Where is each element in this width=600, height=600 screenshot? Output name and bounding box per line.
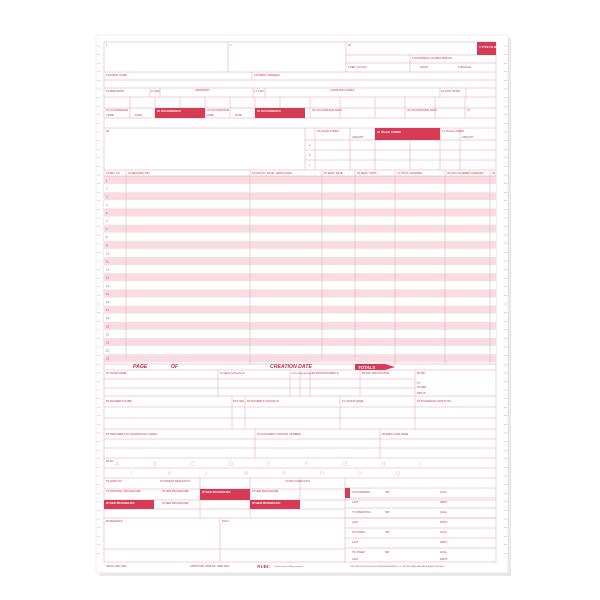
dx-letter: F <box>305 462 309 468</box>
service-line-row[interactable] <box>104 354 496 362</box>
fl36-label: 36 OCCURRENCE SPAN <box>407 109 437 112</box>
service-line-row[interactable] <box>104 281 496 289</box>
attending-marker <box>345 488 350 498</box>
fl65-label: 65 EMPLOYER NAME <box>382 433 409 436</box>
service-line-number: 13 <box>106 276 109 280</box>
service-line-number: 19 <box>106 325 109 329</box>
fl10-label: 10 BIRTHDATE <box>106 90 125 93</box>
form-id: UB-04 CMS-1450 <box>106 565 127 568</box>
other-procedure-label-5: OTHER PROCEDURE <box>162 502 189 505</box>
fl1-label: 1 <box>106 44 108 47</box>
service-line-row[interactable] <box>104 338 496 346</box>
fl74-label: 74 PRINCIPAL PROCEDURE <box>106 490 141 493</box>
fl77-label: 77 OPERATING <box>352 511 371 514</box>
omb-number: APPROVED OMB NO. 0938-0997 <box>190 565 230 568</box>
service-line-row[interactable] <box>104 257 496 265</box>
dx-letter: J <box>130 471 133 477</box>
dx-letter: H <box>381 462 386 468</box>
service-line-row[interactable] <box>104 208 496 216</box>
service-line-number: 18 <box>106 317 109 321</box>
service-line-row[interactable] <box>104 273 496 281</box>
dx-letter: Q <box>396 471 400 477</box>
service-line-row[interactable] <box>104 241 496 249</box>
dx-letter: O <box>320 471 324 477</box>
dx-letter: L <box>206 471 209 477</box>
dx-letter: D <box>229 462 234 468</box>
dx-letter: K <box>168 471 172 477</box>
dx-letter: A <box>115 462 120 468</box>
fl32-label: 32 OCCURRENCE <box>157 109 181 113</box>
fl72-label: 72 ECI <box>302 480 310 483</box>
fl35-label: 35 OCCURRENCE SPAN <box>312 109 342 112</box>
service-line-row[interactable] <box>104 249 496 257</box>
fl11-label: 11 SEX <box>151 90 160 93</box>
service-line-row[interactable] <box>104 322 496 330</box>
value-row-a-label: a <box>309 144 311 147</box>
service-line-number: 5 <box>106 211 108 215</box>
fl69-label: 69 ADMIT DX <box>106 480 122 483</box>
page-label: PAGE <box>133 364 148 370</box>
fl4-label: 4 TYPE OF BILL <box>479 45 501 49</box>
fl53-label: 53 ASG BEN <box>301 373 313 375</box>
service-line-number: 8 <box>106 236 108 240</box>
dx-letter: C <box>191 462 196 468</box>
serv-units-header: 46 SERV. UNITS <box>357 172 377 175</box>
qual-label-2: QUAL <box>440 511 448 514</box>
service-line-number: 21 <box>106 341 109 345</box>
fl80-label: 80 REMARKS <box>106 520 123 523</box>
dx-letter: N <box>282 471 286 477</box>
service-line-number: 16 <box>106 301 109 304</box>
service-line-number: 3 <box>106 195 108 199</box>
of-label: OF <box>171 364 179 370</box>
fl62-label: 62 INSURANCE GROUP NO. <box>417 400 452 403</box>
other-label: OTHER <box>417 386 427 389</box>
service-line-row[interactable] <box>104 233 496 241</box>
fl60-label: 60 INSURED'S UNIQUE ID <box>247 400 279 403</box>
other-procedure-label-2: OTHER PROCEDURE <box>202 490 231 494</box>
service-line-bands <box>104 176 496 362</box>
fl49-header: 49 <box>492 172 495 175</box>
last-label-3: LAST <box>352 541 359 544</box>
fl38-label: 38 <box>106 130 109 133</box>
qual-label-4: QUAL <box>440 551 448 554</box>
fl9-label: 9 PATIENT ADDRESS <box>254 74 280 77</box>
fl52-label: 52 REL INFO <box>291 373 303 375</box>
fl66-label: 66 DX <box>106 460 114 463</box>
service-line-row[interactable] <box>104 200 496 208</box>
service-line-number: 7 <box>106 228 108 232</box>
value-row-b-label: b <box>309 154 311 157</box>
service-line-row[interactable] <box>104 176 496 184</box>
fl56-label: 56 NPI <box>417 372 425 375</box>
rev-cd-header: 42 REV. CD. <box>106 172 121 175</box>
dx-letter: E <box>267 462 272 468</box>
service-line-number: 20 <box>106 333 109 337</box>
first-label-3: FIRST <box>440 541 448 544</box>
service-line-number: 12 <box>106 268 109 272</box>
non-covered-header: 48 NON-COVERED CHARGES <box>447 172 484 175</box>
service-line-row[interactable] <box>104 225 496 233</box>
from-label: FROM <box>420 66 428 69</box>
fl71-label: 71 PPS CODE <box>285 480 303 483</box>
service-line-number: 2 <box>106 187 108 191</box>
service-line-number: 4 <box>106 203 108 207</box>
fl55-label: 55 EST. AMOUNT DUE <box>362 372 390 375</box>
fl2-label: 2 <box>230 44 232 47</box>
npi-label-2: NPI <box>385 511 390 514</box>
dx-letter: M <box>244 471 249 477</box>
fl50-label: 50 PAYER NAME <box>106 372 127 375</box>
fl81-label: 81CC <box>222 520 229 523</box>
total-charges-header: 47 TOTAL CHARGES <box>397 172 423 175</box>
service-line-row[interactable] <box>104 289 496 297</box>
fl64-label: 64 DOCUMENT CONTROL NUMBER <box>257 433 301 436</box>
service-line-number: 23 <box>106 357 109 361</box>
code-label-1: CODE <box>106 114 114 117</box>
last-label-4: LAST <box>352 558 359 561</box>
description-header: 43 DESCRIPTION <box>128 172 150 175</box>
certification-text: THE CERTIFICATIONS ON THE REVERSE APPLY TO THIS BILL AND ARE MADE A PART HEREOF. <box>350 566 445 568</box>
first-label-1: FIRST <box>440 501 448 504</box>
service-line-number: 17 <box>106 309 109 313</box>
service-line-row[interactable] <box>104 184 496 192</box>
first-label-4: FIRST <box>440 558 448 561</box>
serv-date-header: 45 SERV. DATE <box>324 172 343 175</box>
service-line-row[interactable] <box>104 330 496 338</box>
fl57-label: 57 <box>417 382 420 385</box>
nubc-logo: NUBC <box>257 564 271 569</box>
admission-label: ADMISSION <box>195 89 210 92</box>
last-label-2: LAST <box>352 521 359 524</box>
fl34-label: 34 OCCURRENCE <box>257 109 281 113</box>
qual-label-3: QUAL <box>440 531 448 534</box>
fl37-label: 37 <box>467 109 470 112</box>
dx-letter: G <box>343 462 348 468</box>
service-line-number: 14 <box>106 284 109 288</box>
npi-label-4: NPI <box>385 551 390 554</box>
fl59-label: 59 P. REL <box>233 400 245 403</box>
service-line-row[interactable] <box>104 314 496 322</box>
date-label-1: DATE <box>135 114 142 117</box>
other-procedure-label-1: OTHER PROCEDURE <box>162 490 189 493</box>
fl70-label: 70 PATIENT REASON DX <box>160 480 191 483</box>
npi-label-3: NPI <box>385 531 390 534</box>
service-line-number: 10 <box>106 252 109 256</box>
fl58-label: 58 INSURED'S NAME <box>106 400 132 403</box>
fl40-label: 40 VALUE CODES <box>377 130 401 134</box>
value-row-c-label: c <box>309 164 311 167</box>
fl3-label: 3a <box>348 44 351 47</box>
creation-date-label: CREATION DATE <box>270 364 312 370</box>
qual-label-1: QUAL <box>440 491 448 494</box>
fl41-label: 41 VALUE CODES <box>442 130 464 133</box>
service-line-number: 22 <box>106 349 109 353</box>
fl5-label: 5 FED. TAX NO. <box>348 66 367 69</box>
fl76-label: 76 ATTENDING <box>352 491 371 494</box>
fl51-label: 51 HEALTH PLAN ID <box>220 372 245 375</box>
fl33-label: 33 OCCURRENCE <box>207 109 230 112</box>
totals-label: TOTALS <box>358 365 376 370</box>
nubc-subtitle: National Uniform Billing Committee <box>275 566 303 568</box>
service-line-row[interactable] <box>104 298 496 306</box>
fl61-label: 61 GROUP NAME <box>342 400 364 403</box>
fl6-label: 6 STATEMENT COVERS PERIOD <box>412 57 452 60</box>
fl63-label: 63 TREATMENT AUTHORIZATION CODES <box>106 433 157 436</box>
service-line-row[interactable] <box>104 265 496 273</box>
other-procedure-label-3: OTHER PROCEDURE <box>252 490 279 493</box>
service-line-number: 1 <box>106 179 108 183</box>
fl31-label: 31 OCCURRENCE <box>106 109 129 112</box>
last-label-1: LAST <box>352 501 359 504</box>
code-label-2: CODE <box>206 114 214 117</box>
amount-label-1: AMOUNT <box>352 136 364 139</box>
first-label-2: FIRST <box>440 521 448 524</box>
fl79-label: 79 OTHER <box>352 551 365 554</box>
dx-letter: B <box>153 462 158 468</box>
service-line-row[interactable] <box>104 306 496 314</box>
fl8-label: 8 PATIENT NAME <box>106 74 127 77</box>
hcpcs-header: 44 HCPCS / RATE / HIPPS CODE <box>252 172 292 175</box>
prv-id-label: PRV ID <box>417 392 426 395</box>
npi-label-1: NPI <box>385 491 390 494</box>
service-line-number: 11 <box>106 260 109 264</box>
service-line-row[interactable] <box>104 346 496 354</box>
date-label-2: DATE <box>235 114 242 117</box>
service-line-number: 9 <box>106 244 108 248</box>
amount-label-2: AMOUNT <box>462 136 474 139</box>
dx-letter: I <box>419 462 421 468</box>
other-procedure-label-6: OTHER PROCEDURE <box>252 501 281 505</box>
fl78-label: 78 OTHER <box>352 531 365 534</box>
service-line-row[interactable] <box>104 217 496 225</box>
service-line-row[interactable] <box>104 192 496 200</box>
service-line-number: 6 <box>106 220 108 223</box>
service-line-number: 15 <box>106 292 109 296</box>
other-procedure-label-4: OTHER PROCEDURE <box>106 501 135 505</box>
fl17-label: 17 STAT <box>254 90 264 93</box>
condition-codes-label: CONDITION CODES <box>330 89 355 92</box>
fl39-label: 39 VALUE CODES <box>317 130 339 133</box>
through-label: THROUGH <box>458 66 472 69</box>
fl29-label: 29 ACDT STATE <box>441 90 461 93</box>
dx-letter: P <box>358 471 362 477</box>
fl54-label: 54 PRIOR PAYMENTS <box>312 372 339 375</box>
